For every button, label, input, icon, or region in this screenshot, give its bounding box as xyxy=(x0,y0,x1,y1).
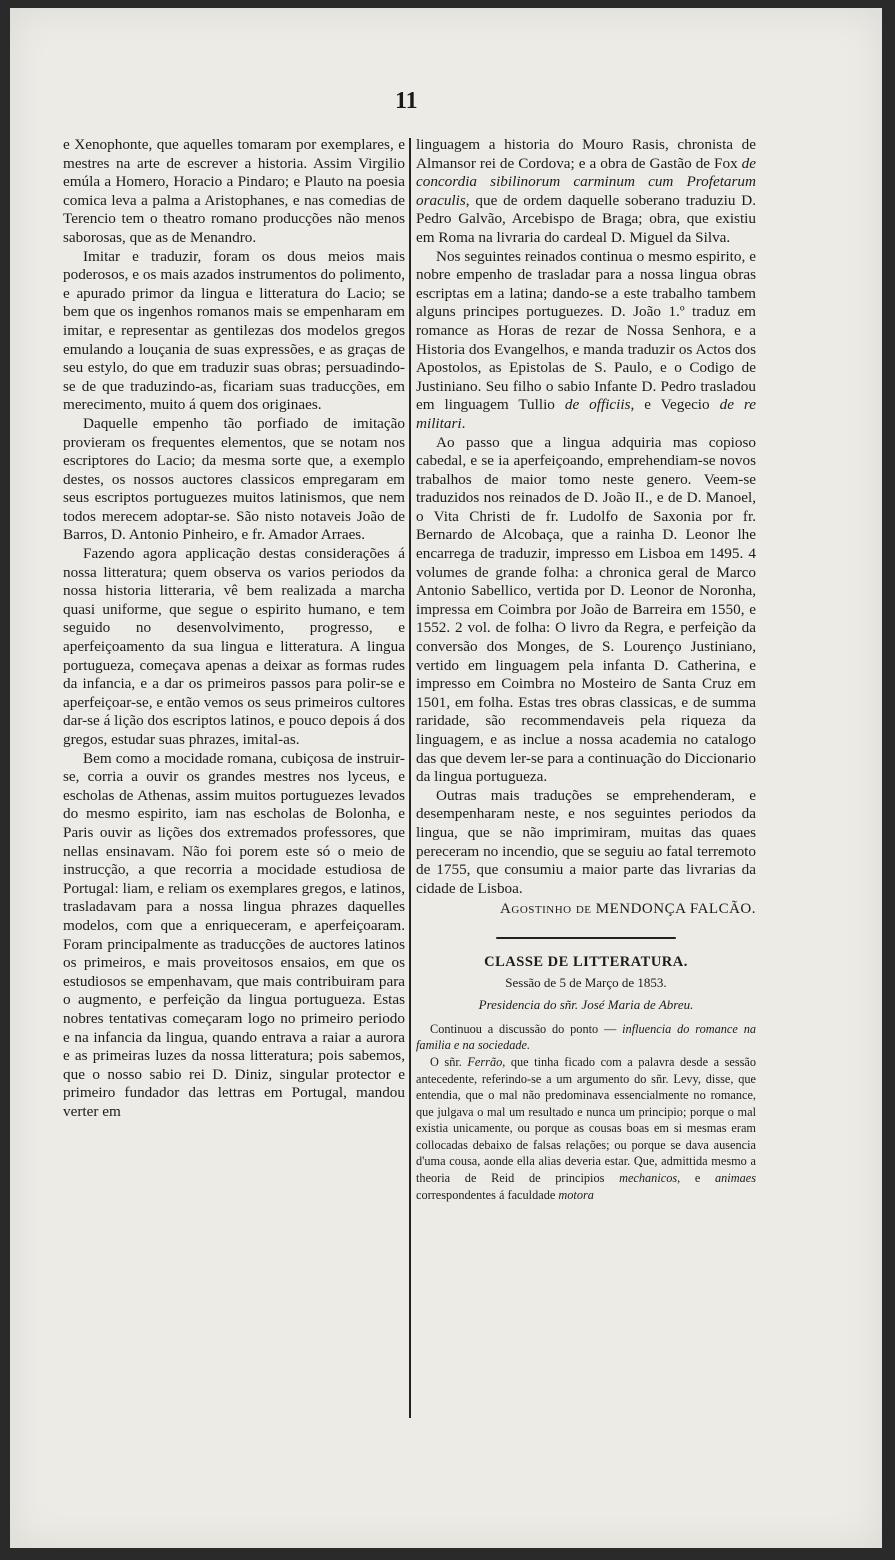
section-title: CLASSE DE LITTERATURA. xyxy=(484,953,688,970)
section-separator xyxy=(496,937,676,939)
paragraph: Fazendo agora applicação destas considerações á nossa litteratura; quem observa os varios periodos da nossa historia litteraria, vê bem realizada a marcha quasi uniforme, que segue o espirito humano, e tem seguido no desenvolvimento, progresso, e aperfeiçoamento da sua lingua e litteratura. A lingua portugueza, começava apenas a deixar as formas rudes da infancia, e a dar os primeiros passos para polir-se e aperfeiçoar-se, e então vemos os seus primeiros cultores dar-se á lição dos escriptos latinos, e pouco depois á dos gregos, estudar suas phrazes, imital-as. xyxy=(63,545,405,748)
paragraph xyxy=(416,1054,756,1203)
text-span: , e xyxy=(677,1171,715,1186)
paragraph: Ao passo que a lingua adquiria mas copioso cabedal, e se ia aperfeiçoando, emprehendiam-se novos trabalhos de maior tomo neste genero. Veem-se traduzidos nos reinados de D. João II., e de D. Manoel, o Vita Christi de fr. Ludolfo de Saxonia por fr. Bernardo de Alcobaça, que a rainha D. Leonor lhe encarrega de traduzir, impresso em Lisboa em 1495. 4 volumes de grande folha: a chronica geral de Marco Antonio Sabellico, vertida por D. Leonor de Noronha, impressa em Coimbra por João de Barreira em 1550, e 1552. 2 vol. de folha: O livro da Regra, e perfeição da conversão dos Monges, de S. Lourenço Justiniano, vertido em linguagem pela infanta D. Catherina, e impresso em Coimbra no Mosteiro de Santa Cruz em 1501, em folha. Estas tres obras classicas, e de summa raridade, são recommendaveis pela riqueza da linguagem, e as inclue a nossa academia no catalogo das que devem ler-se para a continuação do Diccionario da lingua portugueza. xyxy=(416,433,756,786)
latin-title: de re militari xyxy=(416,396,756,432)
latin-title: de concordia sibilinorum carminum cum Profetarum oraculis xyxy=(416,154,756,209)
emphasis: motora xyxy=(558,1187,594,1202)
author-signature xyxy=(416,900,756,919)
session-minutes xyxy=(416,1021,756,1204)
right-column xyxy=(416,136,756,1203)
paragraph: e Xenophonte, que aquelles tomaram por exemplares, e mestres na arte de escrever a historia. Assim Virgilio emúla a Homero, Horacio a Pindaro; e Plauto na poesia comica leva a palma a Aristophanes, e nas comedias de Terencio tem o theatro romano producções não menos saborosas, que as de Menandro. xyxy=(63,136,405,246)
document-page xyxy=(10,8,882,1548)
text-span: Nos seguintes reinados continua o mesmo espirito, e nobre empenho de trasladar para a nossa lingua obras escriptas em a latina; dando-se a este trabalho tambem alguns principes portuguezes. D. João 1.º traduz em romance as Horas de rezar de Nossa Senhora, e a Historia dos Evangelhos, e manda traduzir os Actos dos Apostolos, as Epistolas de S. Paulo, e o Codigo de Justiniano. Seu filho o sabio Infante D. Pedro trasladou em linguagem Tullio xyxy=(416,247,756,414)
text-span: Continuou a discussão do ponto — xyxy=(430,1021,623,1036)
emphasis: mechanicos xyxy=(619,1171,678,1186)
latin-title: de officiis xyxy=(564,396,631,414)
text-span: O sñr. xyxy=(430,1054,468,1069)
signature-first: Agostinho de xyxy=(500,901,596,918)
paragraph: Daquelle empenho tão porfiado de imitação provieram os frequentes elementos, que se notam nos escriptores do Lacio; da mesma sorte que, a exemplo destes, os nossos auctores classicos empregaram em seus escriptos portuguezes muitos latinismos, que nem todos merecem adoptar-se. São nisto notaveis João de Barros, D. Antonio Pinheiro, e fr. Amador Arraes. xyxy=(63,414,405,544)
text-span: , que tinha ficado com a palavra desde a sessão antecedente, referindo-se a um argumento do sñr. Levy, disse, que entendia, que o mal não predominava essencialmente no romance, que julgava o mal um resultado e nunca um principio; porque o mal existia unicamente, ou porque as cousas boas em si mesmas eram collocadas debaixo de falsas relações; ou porque se dava ausencia d'uma cousa, aonde ella alias deveria estar. Que, admittida mesmo a theoria de Reid de principios xyxy=(416,1054,756,1186)
speaker-name: Ferrão xyxy=(467,1054,503,1069)
text-span: , e Vegecio xyxy=(630,396,720,414)
paragraph xyxy=(416,248,756,434)
paragraph xyxy=(416,1021,756,1054)
page-number: 11 xyxy=(395,88,418,114)
text-span: , que de ordem daquelle soberano traduziu D. Pedro Galvão, Arcebispo de Braga; obra, que existiu em Roma na livraria do cardeal D. Miguel da Silva. xyxy=(416,191,756,246)
session-date: Sessão de 5 de Março de 1853. xyxy=(505,974,667,990)
paragraph: Imitar e traduzir, foram os dous meios mais poderosos, e os mais azados instrumentos do polimento, e apurado primor da lingua e litteratura do Lacio; se bem que os ingenhos romanos mais se empenharam em imitar, e representar as gentilezas dos modelos gregos emulando a louçania de suas expressões, e as graças de seu estylo, do que em traduzir suas obras; persuadindo-se de que traduzindo-as, ficariam suas traducções, em merecimento, muito á quem dos originaes. xyxy=(63,247,405,414)
paragraph: Outras mais traduções se emprehenderam, e desempenharam neste, e nos seguintes periodos da lingua, que se não imprimiram, muitas das quaes pereceram no incendio, que se seguiu ao fatal terremoto de 1755, que consumiu a maior parte das livrarias da cidade de Lisboa. xyxy=(416,786,756,897)
text-span: linguagem a historia do Mouro Rasis, chronista de Almansor rei de Cordova; e a obra de Gastão de Fox xyxy=(416,136,756,172)
topic: influencia do romance na familia e na sociedade. xyxy=(416,1021,756,1053)
left-column xyxy=(63,136,405,1121)
column-divider xyxy=(409,138,411,1418)
text-span: . xyxy=(461,414,466,432)
presidency-line: Presidencia do sñr. José Maria de Abreu. xyxy=(478,997,694,1013)
signature-last: MENDONÇA FALCÃO. xyxy=(595,901,756,918)
paragraph: Bem como a mocidade romana, cubiçosa de instruir-se, corria a ouvir os grandes mestres nos lyceus, e escholas de Athenas, assim muitos portuguezes levados do mesmo espirito, iam nas escholas de Bolonha, e Paris ouvir as lições dos extremados professores, que nellas ensinavam. Não foi porem este só o meio de instrucção, a que recorria a mocidade estudiosa de Portugal: liam, e reliam os exemplares gregos, e latinos, trasladavam para a nossa lingua phrazes daquelles modelos, com que a enriqueceram, e aperfeiçoaram. Foram principalmente as traducções de auctores latinos os primeiros, e mais proveitosos ensaios, em que os estudiosos se empenhavam, que mais contribuiram para o augmento, e perfeição da lingua portugueza. Estas nobres tentativas começaram logo no primeiro periodo e na infancia da lingua, quando entrava a raiar a aurora e as primeiras luzes da nossa litteratura; pois sabemos, que o nosso sabio rei D. Diniz, singular protector e primeiro fundador das lettras em Portugal, mandou verter em xyxy=(63,749,405,1120)
text-span: correspondentes á faculdade xyxy=(416,1187,559,1202)
paragraph xyxy=(416,136,756,248)
emphasis: animaes xyxy=(715,1171,756,1186)
